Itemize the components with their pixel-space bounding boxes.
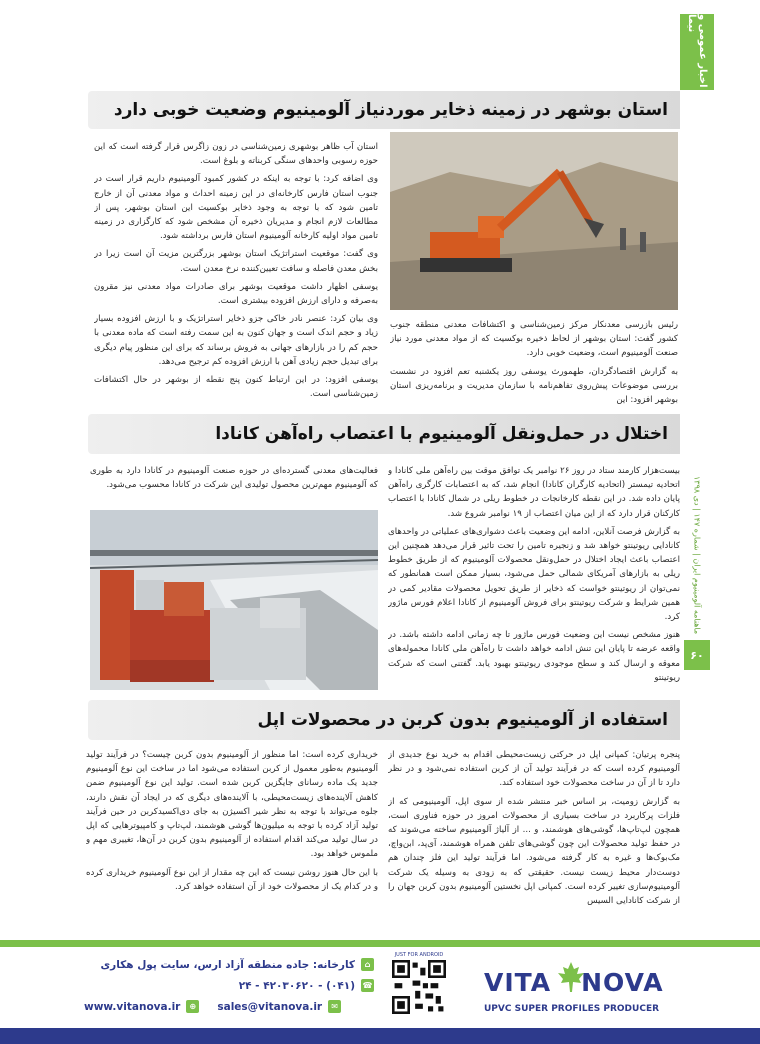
- contact-info: [84, 954, 374, 1017]
- qr-code-icon: [392, 960, 446, 1014]
- globe-icon: ⊕: [186, 1000, 199, 1013]
- page-number: ۶۰: [684, 640, 710, 670]
- contact-web[interactable]: www.vitanova.ir: [84, 1000, 181, 1013]
- footer-advertisement: [0, 940, 760, 1044]
- contact-email[interactable]: sales@vitanova.ir: [217, 1000, 323, 1013]
- brand-name-right: NOVA: [581, 968, 664, 997]
- article2-column-left: فعالیت‌های معدنی گسترده‌ای در حوزه صنعت آلومینیوم در کانادا دارد به طوری که آلومینیوم مهم‌ترین محصول تولیدی این شرکت در کانادا محسوب می‌شود.: [90, 466, 378, 491]
- factory-icon: ⌂: [361, 958, 374, 971]
- excavator-photo: [390, 132, 678, 310]
- contact-phone: (۰۴۱) - ۴۲۰۳۰۶۲۰ - ۲۴: [238, 979, 355, 992]
- contact-web-row: [84, 996, 374, 1017]
- brand-tagline: UPVC SUPER PROFILES PRODUCER: [484, 1004, 660, 1014]
- qr-label: JUST FOR ANDROID: [394, 952, 444, 958]
- phone-icon: ☎: [362, 981, 373, 990]
- brand-name-left: VITA: [484, 968, 552, 997]
- article3-column-left: خریداری کرده است: اما منظور از آلومینیوم بدون کربن چیست؟ در فرآیند تولید آلومینیوم به‌طور معمول از کربن استفاده می‌شود اما در ساخت این نوع آلومینیوم جدید یک ماده رسانای جایگزین کربن شده است. تولید این نوع آلومینیوم ضمن کاهش آلاینده‌های زیست‌محیطی، با آلاینده‌های دیگری که در ایجاد آن نقش دارند، جلوه می‌تواند با توجه به نظر شیر اکسیژن به جای دی‌اکسیدکربن در حین فرآیند تولید آزاد کرده با توجه به میلیون‌ها گوشی هوشمند، لپ‌تاپ و کامپیوترهایی که اپل در سال تولید می‌کند اقدام استفاده از آلومینیوم بدون کربن در آن‌ها، تغییری مهم و ملموس خواهد بود. با این حال هنوز روشن نیست که این چه مقدار از این نوع آلومینیوم خریداری کرده و در کدام یک از محصولات خود از آن استفاده خواهد کرد.: [86, 750, 378, 892]
- article1-column-right: استان آب ظاهر بوشهری زمین‌شناسی در زون زاگرس قرار گرفته است که این حوزه رسوبی واحدهای سنگی کربناته و بلوغ است. وی اضافه کرد: با توجه به اینکه در کشور کمبود آلومینیوم داریم قرار است در جنوب استان فارس کارخانه‌ای در این زمینه احداث و مواد معدنی آن از خارج تامین شود که با توجه به وجود ذخایر بوکسیت این استان بوشهر، پس از مطالعات لازم انجام و مدیریان ذخیره آن مشخص شود که کارگزاری در زمینه تامین مواد اولیه کارخانه آلومینیوم استان فارس برداشته شود. وی گفت: موقعیت استراتژیک استان بوشهر بزرگترین مزیت آن است زیرا در بخش معدن فاصله و سافت تعیین‌کننده نرخ معدن است. یوسفی اظهار داشت موقعیت بوشهر برای صادرات مواد معدنی نیز مقرون به‌صرفه و دارای ارزش افزوده بیشتری است. وی بیان کرد: عنصر نادر خاکی جزو ذخایر استراتژیک و با ارزش افزوده بسیار زیاد و حجم اندک است و جهان کنون به این سمت رفته است که ماده معدنی با حجم کم را در بازارهای جهانی به فروش برساند که برای این منظور پیام دیگری برای تبدیل حجم زیادی آهن با ارزش افزوده کم ترجیح می‌دهد. یوسفی افزود: در این ارتباط کنون پنج نقطه از بوشهر در حال اکتشافات زمین‌شناسی است.: [94, 142, 378, 400]
- article3-column-right: پنجره پرتیان: کمپانی اپل در حرکتی زیست‌محیطی اقدام به خرید نوع جدیدی از آلومینیوم کرده است که در فرآیند تولید آن از کربن استفاده نمی‌شود و در نظر دارد تا از آن در ساخت محصولات خود استفاده کند. به گزارش زومیت، بر اساس خبر منتشر شده از سوی اپل، آلومینیومی که از فلزات پرکاربرد در ساخت بسیاری از محصولات امروز در حوزه فناوری است، همچون لپ‌تاپ‌ها، گوشی‌های هوشمند، و ... از آلیاژ آلومینیوم ساخته می‌شوند که در حفظ تولید محصولات این چون گوشی‌های تلفن همراه هوشمند، آی‌پد، ابن‌واچ، مک‌بوک‌ها و غیره به کار گرفته می‌شود. اما فرآیند تولید این فلز چندان هم دوست‌دار محیط زیست نیست. حقیقتی که به زودی به وسیله یک شرکت آلومینیوم‌سازی تغییر کرده است. کمپانی اپل نخستین آلومینیوم بدون کربن جهان را از شرکت کانادایی السیس: [388, 750, 680, 907]
- vitanova-logo: [484, 960, 664, 1024]
- article2-column-right: بیست‌هزار کارمند ستاد در روز ۲۶ نوامبر یک توافق موقت بین راه‌آهن ملی کانادا و اتحادیه تیمستر (اتحادیه کارگران کانادا) انجام شد، که به اعتصابات کارگری راه‌آهن پایان داده شد. در این نقطه کارخانجات در خطوط ریلی در شمال کانادا با اعتصاب کارکنان قرار دارد که از این میان اعتصاب از ۱۹ نوامبر شروع شد. به گزارش فرصت آنلاین، ادامه این وضعیت باعث دشواری‌های عملیاتی در واحدهای کانادایی ریوتینتو خواهد شد و زنجیره تامین را تحت تاثیر قرار می‌دهد همچنین این اعتصاب باعث ایجاد اختلال در حمل‌ونقل محصولات آلومینیوم که از طریق خطوط ریلی به بازارهای آمریکای شمالی حمل می‌شود، بسیار ممکن است همانطور که نمی‌توان از ریوتینتو خواست که ذخایر از طریق تحویل محصولات مقادیر کمی در همین شرایط و شرکت ریوتینتو برای فروش آلومینیوم از کانادا اعلام فورس ماژور کرد. هنوز مشخص نیست این وضعیت فورس ماژور تا چه زمانی ادامه داشته باشد. در واقعه عرضه تا پایان این تنش ادامه خواهد داشت تا راه‌آهن ملی کانادا محموله‌های معوقه و ارسال کند و سطح موجودی ریوتینتو بهبود یابد. گفتنی است که شرکت ریوتینتو: [388, 466, 680, 683]
- article2-title: اختلال در حمل‌ونقل آلومینیوم با اعتصاب راه‌آهن کانادا: [88, 414, 680, 454]
- contact-phone-row: [84, 975, 374, 996]
- footer-green-rule: [0, 940, 760, 947]
- running-header: ماهنامه آلومینیوم ایران | شماره ۱۴۷ | دی ۱۳۹۸: [692, 475, 702, 635]
- contact-address: کارخانه: جاده منطقه آزاد ارس، سایت پول هکاری: [100, 958, 355, 971]
- contact-address-row: [84, 954, 374, 975]
- article3-title: استفاده از آلومینیوم بدون کربن در محصولات اپل: [88, 700, 680, 740]
- qr-code: [386, 952, 452, 1022]
- maple-leaf-icon: [557, 962, 585, 992]
- section-tab: اخبار عمومی و نیما: [680, 14, 714, 90]
- article1-column-left: رئیس بازرسی معدنکار مرکز زمین‌شناسی و اکتشافات معدنی منطقه جنوب کشور گفت: استان بوشهر از لحاظ ذخیره بوکسیت که از مواد معدنی مورد نیاز صنعت آلومینیوم است، وضعیت خوبی دارد. به گزارش اقتصادگردان، طهمورث یوسفی روز یکشنبه تعم افزود در نشست بررسی موضوعات پیش‌روی تفاهم‌نامه با سازمان مدیریت و برنامه‌ریزی استان بوشهر افزود: این: [390, 320, 678, 406]
- article1-title: استان بوشهر در زمینه ذخایر موردنیاز آلومینیوم وضعیت خوبی دارد: [88, 91, 680, 129]
- email-icon: ✉: [328, 1000, 341, 1013]
- footer-navy-bar: [0, 1028, 760, 1044]
- rail-containers-photo: [90, 510, 378, 690]
